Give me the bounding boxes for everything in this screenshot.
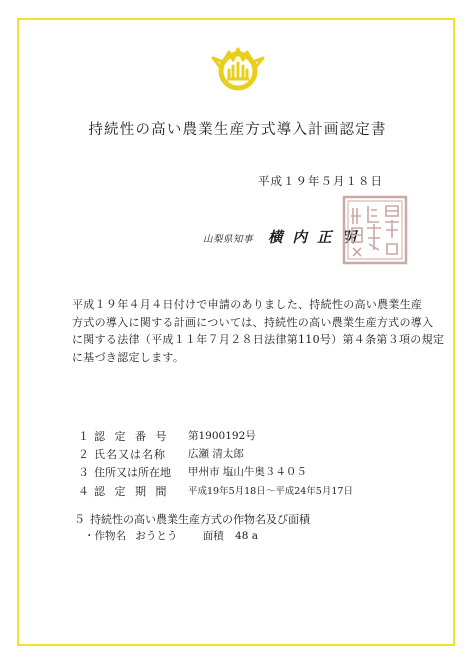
crop-detail xyxy=(84,528,258,543)
item-label: 認 定 期 間 xyxy=(94,485,170,498)
issue-date: 平成１９年５月１８日 xyxy=(258,174,383,188)
item-number: ５ xyxy=(74,513,85,526)
item-label: 氏名又は名称 xyxy=(94,448,166,461)
item-value: 第1900192号 xyxy=(188,430,256,442)
area-value: 48 a xyxy=(235,530,258,542)
item-number: １ xyxy=(78,430,89,443)
body-line: 方式の導入に関する計画については、持続性の高い農業生産方式の導入 xyxy=(72,315,434,329)
body-line: 平成１９年４月４日付けで申請のありました、持続性の高い農業生産 xyxy=(72,298,423,311)
item-value: 広瀬 清太郎 xyxy=(188,448,244,460)
item-number: ３ xyxy=(78,466,89,479)
item-label: 住所又は所在地 xyxy=(94,466,171,479)
item-value: 甲州市 塩山牛奥３４０５ xyxy=(188,466,307,478)
crop-name: おうとう xyxy=(135,530,178,542)
item-number: ２ xyxy=(78,448,89,461)
issuer-name: 横内正明 xyxy=(268,229,366,246)
item-number: ４ xyxy=(78,485,89,498)
crop-bullet: ・ xyxy=(84,530,95,542)
item-label: 認 定 番 号 xyxy=(94,430,170,443)
item-label: 持続性の高い農業生産方式の作物名及び面積 xyxy=(90,513,310,526)
area-label: 面積 xyxy=(202,530,224,542)
official-seal-icon xyxy=(341,194,409,266)
certificate-title: 持続性の高い農業生産方式導入計画認定書 xyxy=(88,122,387,138)
yamanashi-emblem-icon xyxy=(209,46,267,96)
body-line: に基づき認定します。 xyxy=(72,350,185,364)
crop-label: 作物名 xyxy=(94,530,126,542)
certificate-body xyxy=(72,296,445,366)
issuer-title: 山梨県知事 xyxy=(203,234,254,245)
body-line: に関する法律（平成１１年７月２８日法律第110号）第４条第３項の規定 xyxy=(72,333,445,346)
item-value: 平成19年5月18日〜平成24年5月17日 xyxy=(188,486,353,497)
